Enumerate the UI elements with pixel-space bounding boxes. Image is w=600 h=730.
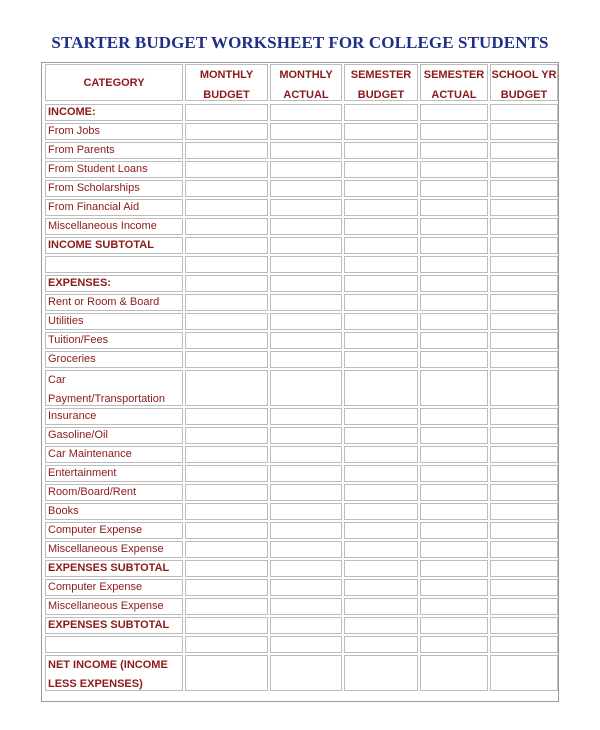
monthly-budget-cell[interactable] <box>185 351 268 368</box>
monthly-budget-cell[interactable] <box>185 522 268 539</box>
semester-actual-cell[interactable] <box>420 655 488 691</box>
row-label: INCOME: <box>45 104 183 121</box>
row-label: EXPENSES: <box>45 275 183 292</box>
school-year-budget-cell[interactable] <box>490 104 558 121</box>
row-label: Miscellaneous Income <box>45 218 183 235</box>
semester-actual-cell[interactable] <box>420 541 488 558</box>
semester-actual-cell[interactable] <box>420 332 488 349</box>
semester-budget-cell[interactable] <box>344 655 418 691</box>
semester-budget-cell[interactable] <box>344 199 418 216</box>
semester-budget-cell[interactable] <box>344 522 418 539</box>
semester-actual-cell[interactable] <box>420 275 488 292</box>
monthly-budget-cell[interactable] <box>185 256 268 273</box>
row-label: INCOME SUBTOTAL <box>45 237 183 254</box>
semester-actual-header: SEMESTER ACTUAL <box>420 64 488 101</box>
semester-budget-cell[interactable] <box>344 218 418 235</box>
school-year-budget-cell[interactable] <box>490 427 558 444</box>
school-year-budget-cell[interactable] <box>490 180 558 197</box>
monthly-actual-cell[interactable] <box>270 294 342 311</box>
monthly-budget-cell[interactable] <box>185 332 268 349</box>
monthly-budget-cell[interactable] <box>185 218 268 235</box>
semester-budget-cell[interactable] <box>344 275 418 292</box>
semester-budget-cell[interactable] <box>344 598 418 615</box>
semester-budget-cell[interactable] <box>344 256 418 273</box>
row-label: Car Maintenance <box>45 446 183 463</box>
semester-budget-cell[interactable] <box>344 313 418 330</box>
monthly-actual-cell[interactable] <box>270 161 342 178</box>
monthly-actual-cell[interactable] <box>270 560 342 577</box>
semester-actual-cell[interactable] <box>420 522 488 539</box>
monthly-actual-cell[interactable] <box>270 313 342 330</box>
monthly-actual-cell[interactable] <box>270 123 342 140</box>
row-label: EXPENSES SUBTOTAL <box>45 617 183 634</box>
monthly-actual-cell[interactable] <box>270 655 342 691</box>
semester-actual-cell[interactable] <box>420 199 488 216</box>
monthly-budget-cell[interactable] <box>185 142 268 159</box>
semester-actual-cell[interactable] <box>420 503 488 520</box>
semester-budget-cell[interactable] <box>344 446 418 463</box>
row-label: Gasoline/Oil <box>45 427 183 444</box>
semester-budget-cell[interactable] <box>344 427 418 444</box>
monthly-actual-cell[interactable] <box>270 465 342 482</box>
monthly-budget-cell[interactable] <box>185 465 268 482</box>
monthly-actual-cell[interactable] <box>270 579 342 596</box>
school-year-budget-cell[interactable] <box>490 541 558 558</box>
school-year-budget-cell[interactable] <box>490 351 558 368</box>
row-label: Rent or Room & Board <box>45 294 183 311</box>
semester-budget-cell[interactable] <box>344 579 418 596</box>
monthly-budget-header: MONTHLY BUDGET <box>185 64 268 101</box>
monthly-actual-cell[interactable] <box>270 617 342 634</box>
monthly-budget-cell[interactable] <box>185 123 268 140</box>
row-label: Books <box>45 503 183 520</box>
semester-budget-cell[interactable] <box>344 294 418 311</box>
row-label: Groceries <box>45 351 183 368</box>
row-label <box>45 256 183 273</box>
monthly-budget-cell[interactable] <box>185 541 268 558</box>
school-year-budget-cell[interactable] <box>490 617 558 634</box>
school-year-budget-header: SCHOOL YR BUDGET <box>490 64 558 101</box>
page-title: STARTER BUDGET WORKSHEET FOR COLLEGE STUDENTS <box>51 33 549 52</box>
monthly-actual-cell[interactable] <box>270 332 342 349</box>
school-year-budget-cell[interactable] <box>490 598 558 615</box>
semester-budget-cell[interactable] <box>344 161 418 178</box>
semester-budget-cell[interactable] <box>344 180 418 197</box>
category-header: CATEGORY <box>45 64 183 101</box>
monthly-budget-cell[interactable] <box>185 161 268 178</box>
semester-budget-cell[interactable] <box>344 123 418 140</box>
semester-actual-cell[interactable] <box>420 180 488 197</box>
semester-actual-cell[interactable] <box>420 598 488 615</box>
semester-budget-cell[interactable] <box>344 484 418 501</box>
monthly-budget-cell[interactable] <box>185 446 268 463</box>
semester-actual-cell[interactable] <box>420 218 488 235</box>
row-label: From Jobs <box>45 123 183 140</box>
semester-budget-header: SEMESTER BUDGET <box>344 64 418 101</box>
school-year-budget-cell[interactable] <box>490 560 558 577</box>
row-label: Miscellaneous Expense <box>45 598 183 615</box>
semester-budget-cell[interactable] <box>344 142 418 159</box>
monthly-actual-cell[interactable] <box>270 351 342 368</box>
row-label: From Parents <box>45 142 183 159</box>
semester-actual-cell[interactable] <box>420 484 488 501</box>
semester-budget-cell[interactable] <box>344 465 418 482</box>
monthly-budget-cell[interactable] <box>185 104 268 121</box>
semester-budget-cell[interactable] <box>344 560 418 577</box>
monthly-budget-cell[interactable] <box>185 370 268 406</box>
semester-budget-cell[interactable] <box>344 351 418 368</box>
row-label <box>45 636 183 653</box>
semester-actual-cell[interactable] <box>420 560 488 577</box>
school-year-budget-cell[interactable] <box>490 199 558 216</box>
school-year-budget-cell[interactable] <box>490 294 558 311</box>
monthly-actual-cell[interactable] <box>270 408 342 425</box>
school-year-budget-cell[interactable] <box>490 313 558 330</box>
row-label: Car Payment/Transportation <box>45 370 183 406</box>
semester-budget-cell[interactable] <box>344 237 418 254</box>
monthly-budget-cell[interactable] <box>185 503 268 520</box>
school-year-budget-cell[interactable] <box>490 370 558 406</box>
school-year-budget-cell[interactable] <box>490 218 558 235</box>
school-year-budget-cell[interactable] <box>490 484 558 501</box>
semester-actual-cell[interactable] <box>420 465 488 482</box>
monthly-actual-cell[interactable] <box>270 503 342 520</box>
monthly-actual-cell[interactable] <box>270 484 342 501</box>
row-label: Entertainment <box>45 465 183 482</box>
monthly-budget-cell[interactable] <box>185 636 268 653</box>
monthly-actual-cell[interactable] <box>270 636 342 653</box>
monthly-budget-cell[interactable] <box>185 598 268 615</box>
semester-budget-cell[interactable] <box>344 370 418 406</box>
monthly-actual-cell[interactable] <box>270 142 342 159</box>
row-label: NET INCOME (INCOME LESS EXPENSES) <box>45 655 183 691</box>
semester-actual-cell[interactable] <box>420 123 488 140</box>
semester-budget-cell[interactable] <box>344 617 418 634</box>
monthly-actual-cell[interactable] <box>270 598 342 615</box>
monthly-actual-cell[interactable] <box>270 275 342 292</box>
school-year-budget-cell[interactable] <box>490 655 558 691</box>
monthly-actual-cell[interactable] <box>270 218 342 235</box>
monthly-budget-cell[interactable] <box>185 579 268 596</box>
semester-budget-cell[interactable] <box>344 503 418 520</box>
row-label: Insurance <box>45 408 183 425</box>
monthly-actual-cell[interactable] <box>270 199 342 216</box>
row-label: EXPENSES SUBTOTAL <box>45 560 183 577</box>
monthly-actual-cell[interactable] <box>270 541 342 558</box>
semester-actual-cell[interactable] <box>420 237 488 254</box>
school-year-budget-cell[interactable] <box>490 465 558 482</box>
monthly-actual-cell[interactable] <box>270 370 342 406</box>
monthly-actual-header: MONTHLY ACTUAL <box>270 64 342 101</box>
monthly-budget-cell[interactable] <box>185 427 268 444</box>
row-label: From Financial Aid <box>45 199 183 216</box>
school-year-budget-cell[interactable] <box>490 636 558 653</box>
row-label: From Student Loans <box>45 161 183 178</box>
row-label: From Scholarships <box>45 180 183 197</box>
school-year-budget-cell[interactable] <box>490 503 558 520</box>
school-year-budget-cell[interactable] <box>490 522 558 539</box>
semester-budget-cell[interactable] <box>344 332 418 349</box>
semester-actual-cell[interactable] <box>420 351 488 368</box>
semester-actual-cell[interactable] <box>420 294 488 311</box>
row-label: Computer Expense <box>45 522 183 539</box>
monthly-actual-cell[interactable] <box>270 104 342 121</box>
semester-actual-cell[interactable] <box>420 579 488 596</box>
monthly-budget-cell[interactable] <box>185 275 268 292</box>
semester-actual-cell[interactable] <box>420 408 488 425</box>
semester-budget-cell[interactable] <box>344 636 418 653</box>
school-year-budget-cell[interactable] <box>490 123 558 140</box>
semester-actual-cell[interactable] <box>420 313 488 330</box>
monthly-actual-cell[interactable] <box>270 237 342 254</box>
monthly-budget-cell[interactable] <box>185 294 268 311</box>
row-label: Room/Board/Rent <box>45 484 183 501</box>
monthly-budget-cell[interactable] <box>185 655 268 691</box>
school-year-budget-cell[interactable] <box>490 446 558 463</box>
monthly-budget-cell[interactable] <box>185 560 268 577</box>
school-year-budget-cell[interactable] <box>490 579 558 596</box>
semester-actual-cell[interactable] <box>420 427 488 444</box>
semester-actual-cell[interactable] <box>420 446 488 463</box>
semester-actual-cell[interactable] <box>420 617 488 634</box>
monthly-actual-cell[interactable] <box>270 446 342 463</box>
school-year-budget-cell[interactable] <box>490 408 558 425</box>
semester-budget-cell[interactable] <box>344 541 418 558</box>
monthly-budget-cell[interactable] <box>185 408 268 425</box>
monthly-budget-cell[interactable] <box>185 199 268 216</box>
monthly-budget-cell[interactable] <box>185 484 268 501</box>
school-year-budget-cell[interactable] <box>490 256 558 273</box>
monthly-budget-cell[interactable] <box>185 237 268 254</box>
school-year-budget-cell[interactable] <box>490 142 558 159</box>
row-label: Utilities <box>45 313 183 330</box>
semester-actual-cell[interactable] <box>420 370 488 406</box>
semester-actual-cell[interactable] <box>420 161 488 178</box>
semester-budget-cell[interactable] <box>344 408 418 425</box>
monthly-actual-cell[interactable] <box>270 522 342 539</box>
row-label: Computer Expense <box>45 579 183 596</box>
monthly-budget-cell[interactable] <box>185 180 268 197</box>
semester-actual-cell[interactable] <box>420 104 488 121</box>
monthly-budget-cell[interactable] <box>185 617 268 634</box>
monthly-actual-cell[interactable] <box>270 180 342 197</box>
monthly-actual-cell[interactable] <box>270 427 342 444</box>
row-label: Tuition/Fees <box>45 332 183 349</box>
budget-worksheet-table <box>41 62 559 702</box>
semester-actual-cell[interactable] <box>420 142 488 159</box>
row-label: Miscellaneous Expense <box>45 541 183 558</box>
school-year-budget-cell[interactable] <box>490 275 558 292</box>
school-year-budget-cell[interactable] <box>490 161 558 178</box>
school-year-budget-cell[interactable] <box>490 237 558 254</box>
monthly-budget-cell[interactable] <box>185 313 268 330</box>
semester-actual-cell[interactable] <box>420 256 488 273</box>
semester-budget-cell[interactable] <box>344 104 418 121</box>
monthly-actual-cell[interactable] <box>270 256 342 273</box>
semester-actual-cell[interactable] <box>420 636 488 653</box>
school-year-budget-cell[interactable] <box>490 332 558 349</box>
